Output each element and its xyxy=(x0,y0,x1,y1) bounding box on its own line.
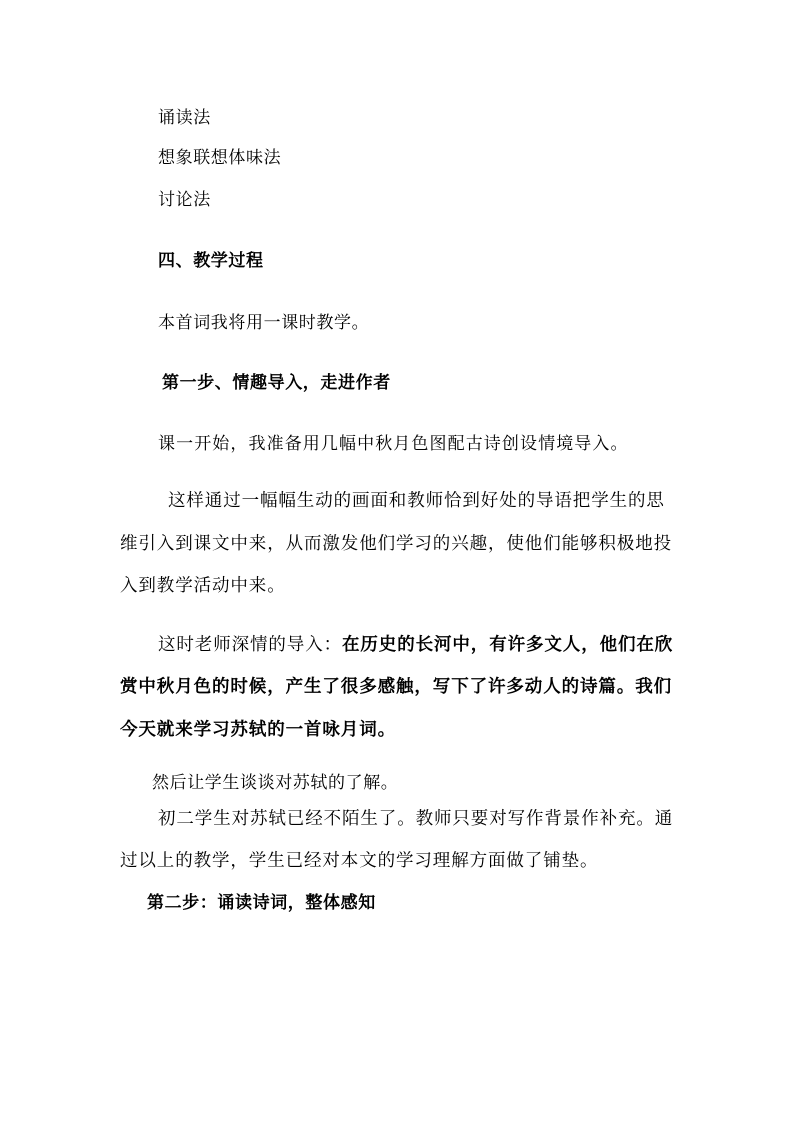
method-item: 讨论法 xyxy=(158,190,211,210)
paragraph-emphasis: 在历史的长河中，有许多文人，他们在欣 xyxy=(342,635,674,655)
step1-line: 课一开始，我准备用几幅中秋月色图配古诗创设情境导入。 xyxy=(158,434,629,454)
paragraph-line: 初二学生对苏轼已经不陌生了。教师只要对写作背景作补充。通 xyxy=(158,809,674,829)
section-heading: 四、教学过程 xyxy=(158,251,264,271)
paragraph-line: 赏中秋月色的时候，产生了很多感触，写下了许多动人的诗篇。我们 xyxy=(120,677,672,697)
paragraph-line: 维引入到课文中来，从而激发他们学习的兴趣，使他们能够积极地投 xyxy=(120,534,672,554)
step1-heading: 第一步、情趣导入，走进作者 xyxy=(162,373,391,393)
intro-line: 本首词我将用一课时教学。 xyxy=(158,313,370,333)
step1-paragraph-3: 然后让学生谈谈对苏轼的了解。 xyxy=(152,773,399,793)
method-item: 诵读法 xyxy=(158,108,211,128)
paragraph-line: 入到教学活动中来。 xyxy=(120,576,286,596)
paragraph-line: 这样通过一幅幅生动的画面和教师恰到好处的导语把学生的思 xyxy=(168,491,665,511)
paragraph-line xyxy=(158,634,673,656)
method-item: 想象联想体味法 xyxy=(158,148,282,168)
paragraph-prefix: 这时老师深情的导入： xyxy=(158,635,342,655)
step2-heading: 第二步：诵读诗词，整体感知 xyxy=(147,893,376,913)
paragraph-line: 今天就来学习苏轼的一首咏月词。 xyxy=(120,720,396,740)
paragraph-line: 过以上的教学，学生已经对本文的学习理解方面做了铺垫。 xyxy=(120,851,599,871)
